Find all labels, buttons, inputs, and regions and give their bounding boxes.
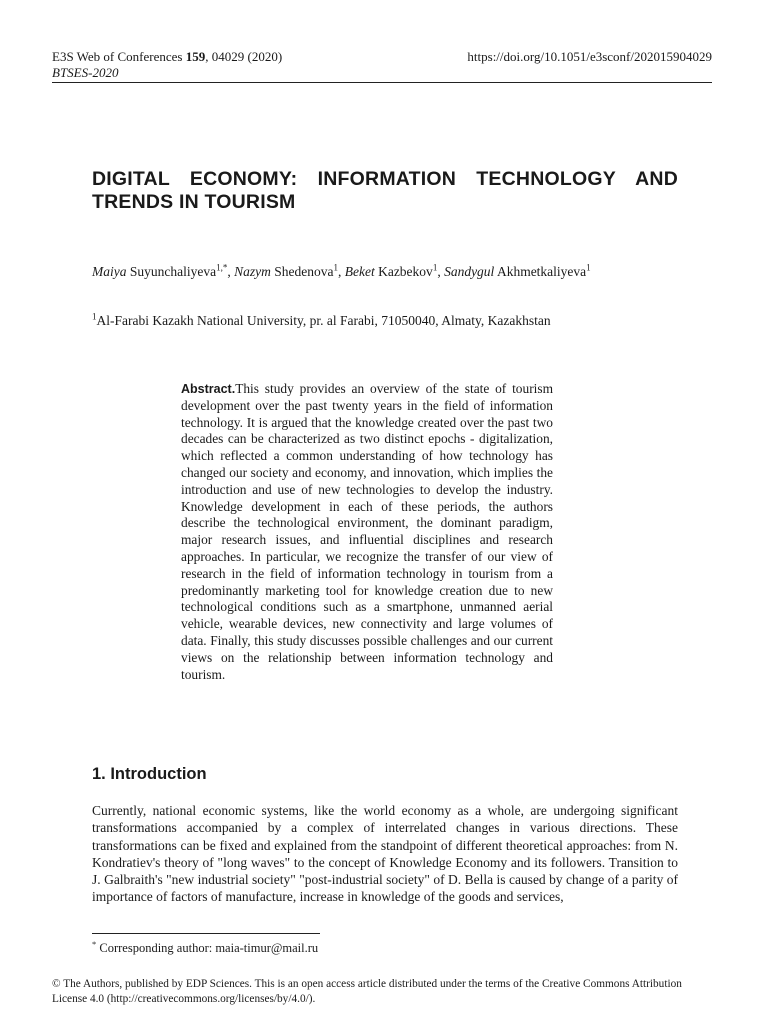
footnote (92, 940, 318, 956)
abstract-label: Abstract. (181, 382, 236, 396)
author-family-name: Akhmetkaliyeva (494, 264, 587, 279)
author (444, 264, 591, 279)
abstract (181, 381, 553, 683)
author-given-name: Nazym (234, 264, 271, 279)
author-family-name: Shedenova (270, 264, 334, 279)
license-notice: © The Authors, published by EDP Sciences. This is an open access article distributed under the terms of the Creative Commons Attribution License 4.0 (http://creativecommons.org/licenses/by/4.0/). (52, 978, 682, 1005)
journal-volume: 159 (185, 49, 206, 64)
author (234, 264, 338, 279)
author-given-name: Sandygul (444, 264, 495, 279)
footnote-divider (92, 933, 320, 934)
footnote-mark: * (92, 938, 97, 949)
section-body: Currently, national economic systems, like the world economy as a whole, are undergoing significant transformations accompanied by a complex of interrelated changes in various directions. These transformations can be fixed and explained from the standpoint of different theoretical approaches: from N. Kondratiev's theory of "long waves" to the concept of Knowledge Economy and its followers. Transition to J. Galbraith's "new industrial society" "post-industrial society" of D. Bella is caused by change of a parity of importance of factors of manufacture, increase in knowledge of the goods and services, (92, 803, 678, 905)
doi-link[interactable]: https://doi.org/10.1051/e3sconf/202015904029 (467, 49, 712, 64)
author (92, 264, 227, 279)
author-affiliation-mark: 1 (586, 262, 591, 273)
author-affiliation-mark: 1,* (216, 262, 228, 273)
journal-name: E3S Web of Conferences (52, 49, 186, 64)
footnote-text: Corresponding author: maia-timur@mail.ru (99, 941, 319, 955)
article-info: , 04029 (2020) (205, 49, 283, 64)
conference-name: BTSES-2020 (52, 65, 119, 80)
author-affiliation-mark: 1 (432, 262, 438, 273)
paper-title: DIGITAL ECONOMY: INFORMATION TECHNOLOGY AND TRENDS IN TOURISM (92, 168, 678, 213)
author (345, 264, 438, 279)
affiliation-mark: 1 (92, 311, 97, 322)
author-given-name: Maiya (92, 264, 127, 279)
author-family-name: Kazbekov (374, 264, 433, 279)
abstract-text: This study provides an overview of the state of tourism development over the past twenty years in the field of information technology. It is argued that the knowledge created over the past two decades can be characterized as two distinct epochs - digitalization, which reflected a common understanding of how technology has changed our society and economy, and innovation, which implies the introduction and use of new technologies to develop the industry. Knowledge development in each of these periods, the authors describe the technological environment, the dominant paradigm, major research issues, and influential disciplines and research approaches. In particular, we recognize the transfer of our view of research in the field of information technology in tourism from a predominantly marketing tool for knowledge creation due to new technological conditions such as a smartphone, unmanned aerial vehicle, wearable devices, new connectivity and large volumes of data. Finally, this study discusses possible challenges and our current views on the relationship between information technology and tourism. (181, 381, 553, 682)
author-affiliation-mark: 1 (333, 262, 338, 273)
author-given-name: Beket (344, 264, 375, 279)
journal-header (52, 49, 282, 81)
section-heading: 1. Introduction (92, 765, 207, 783)
author-list: Maiya Suyunchaliyeva$^{1,*}$, Nazym Shedenova$^1$, Beket Kazbekov$^1$, Sandygul Akhmetkaliyeva$^1$ (92, 262, 591, 279)
author-family-name: Suyunchaliyeva (126, 264, 217, 279)
header-divider (52, 82, 712, 83)
affiliation (92, 312, 692, 330)
affiliation-text: Al-Farabi Kazakh National University, pr. al Farabi, 71050040, Almaty, Kazakhstan (96, 313, 551, 328)
